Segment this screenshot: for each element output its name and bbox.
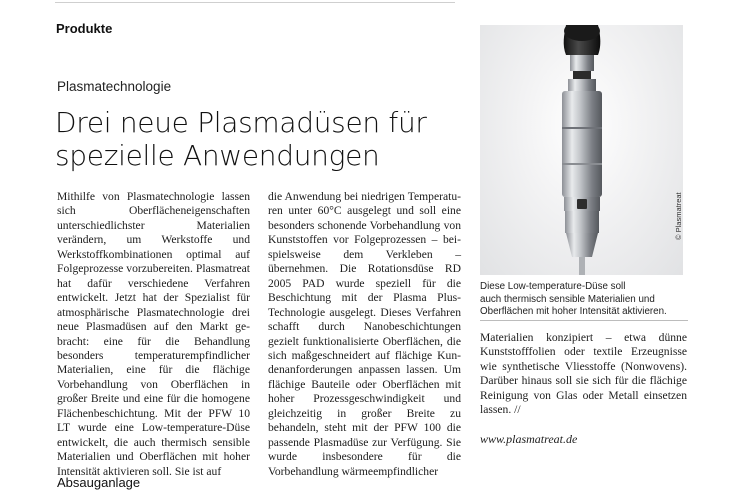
caption-line-2: auch thermisch sensible Materialien und xyxy=(480,293,655,305)
body-column-3 xyxy=(480,331,687,418)
article-headline xyxy=(55,106,465,172)
headline-line-2: spezielle Anwendungen xyxy=(55,139,380,172)
nozzle-tip-icon xyxy=(566,233,598,257)
section-label: Produkte xyxy=(56,21,113,36)
headline-line-1: Drei neue Plasmadüsen für xyxy=(55,106,427,139)
plasma-nozzle-illustration xyxy=(480,25,683,275)
body-column-2 xyxy=(268,190,461,479)
body-text-col1: Mithilfe von Plasmatechnologie lassen sich Oberflächeneigenschaften unterschiedlichster Materialien verändern, um Werkstoffe und Werkstoffkombinationen optimal auf Folgeprozesse vorzubereiten. Plasmatreat hat dafür verschiedene Verfahren entwickelt. Jetzt hat der Spezialist für atmosphärische Plasmatechnologie drei neue Plasmadüsen auf den Markt gebracht: eine für die Behandlung besonders temperaturempfindlicher Materialien, eine für die flächige Vorbehandlung von Oberflächen in großer Breite und eine für die homogene Flächenbeschichtung. Mit der PFW 10 LT wurde eine Low-temperature-Düse entwickelt, die auch thermisch sensible Materialien und Oberflächen mit hoher Intensität aktivieren soll. Sie ist auf xyxy=(57,190,250,478)
next-section-label: Absauganlage xyxy=(57,475,141,490)
nozzle-body-icon xyxy=(562,91,602,197)
top-rule xyxy=(55,2,455,3)
body-column-1 xyxy=(57,190,250,479)
photo-credit: © Plasmatreat xyxy=(674,192,683,240)
connector-icon xyxy=(570,55,594,71)
caption-divider xyxy=(480,320,688,321)
caption-line-1: Diese Low-temperature-Düse soll xyxy=(480,281,626,292)
photo-caption xyxy=(480,281,690,319)
screw-icon xyxy=(577,199,587,209)
article-kicker: Plasmatechnologie xyxy=(57,79,172,94)
body-text-col3: Materialien konzipiert – etwa dünne Kunststofffolien oder textile Erzeugnisse wie synthetische Vliesstoffe (Nonwovens). Darüber hinaus soll sie sich für die flächige Reinigung von Glas oder Metall einsetzen lassen. // xyxy=(480,331,687,417)
body-text-col2: die Anwendung bei niedrigen Temperaturen unter 60°C ausgelegt und soll eine besonders schonende Vorbehandlung von Kunststoffen vor Folgeprozessen – beispielsweise dem Verkleben – übernehmen. Die Rotationsdüse RD 2005 PAD wurde speziell für die Beschichtung mit der Plasma Plus-Technologie ausgelegt. Dieses Verfahren schafft durch Nanobeschichtungen gezielt funktionalisierte Oberflächen, die sich maßgeschneidert auf flächige Kundenanforderungen anpassen lassen. Um flächige Bauteile oder Oberflächen mit hoher Prozessgeschwindigkeit und gleichzeitig in großer Breite zu behandeln, steht mit der PFW 100 die passende Plasmadüse zur Verfügung. Sie wurde insbesondere für die Vorbehandlung wärmeempfindlicher xyxy=(268,190,461,478)
product-photo xyxy=(480,25,683,275)
caption-line-3: Oberflächen mit hoher Intensität aktivieren. xyxy=(480,306,667,318)
website-link[interactable]: www.plasmatreat.de xyxy=(480,432,578,446)
